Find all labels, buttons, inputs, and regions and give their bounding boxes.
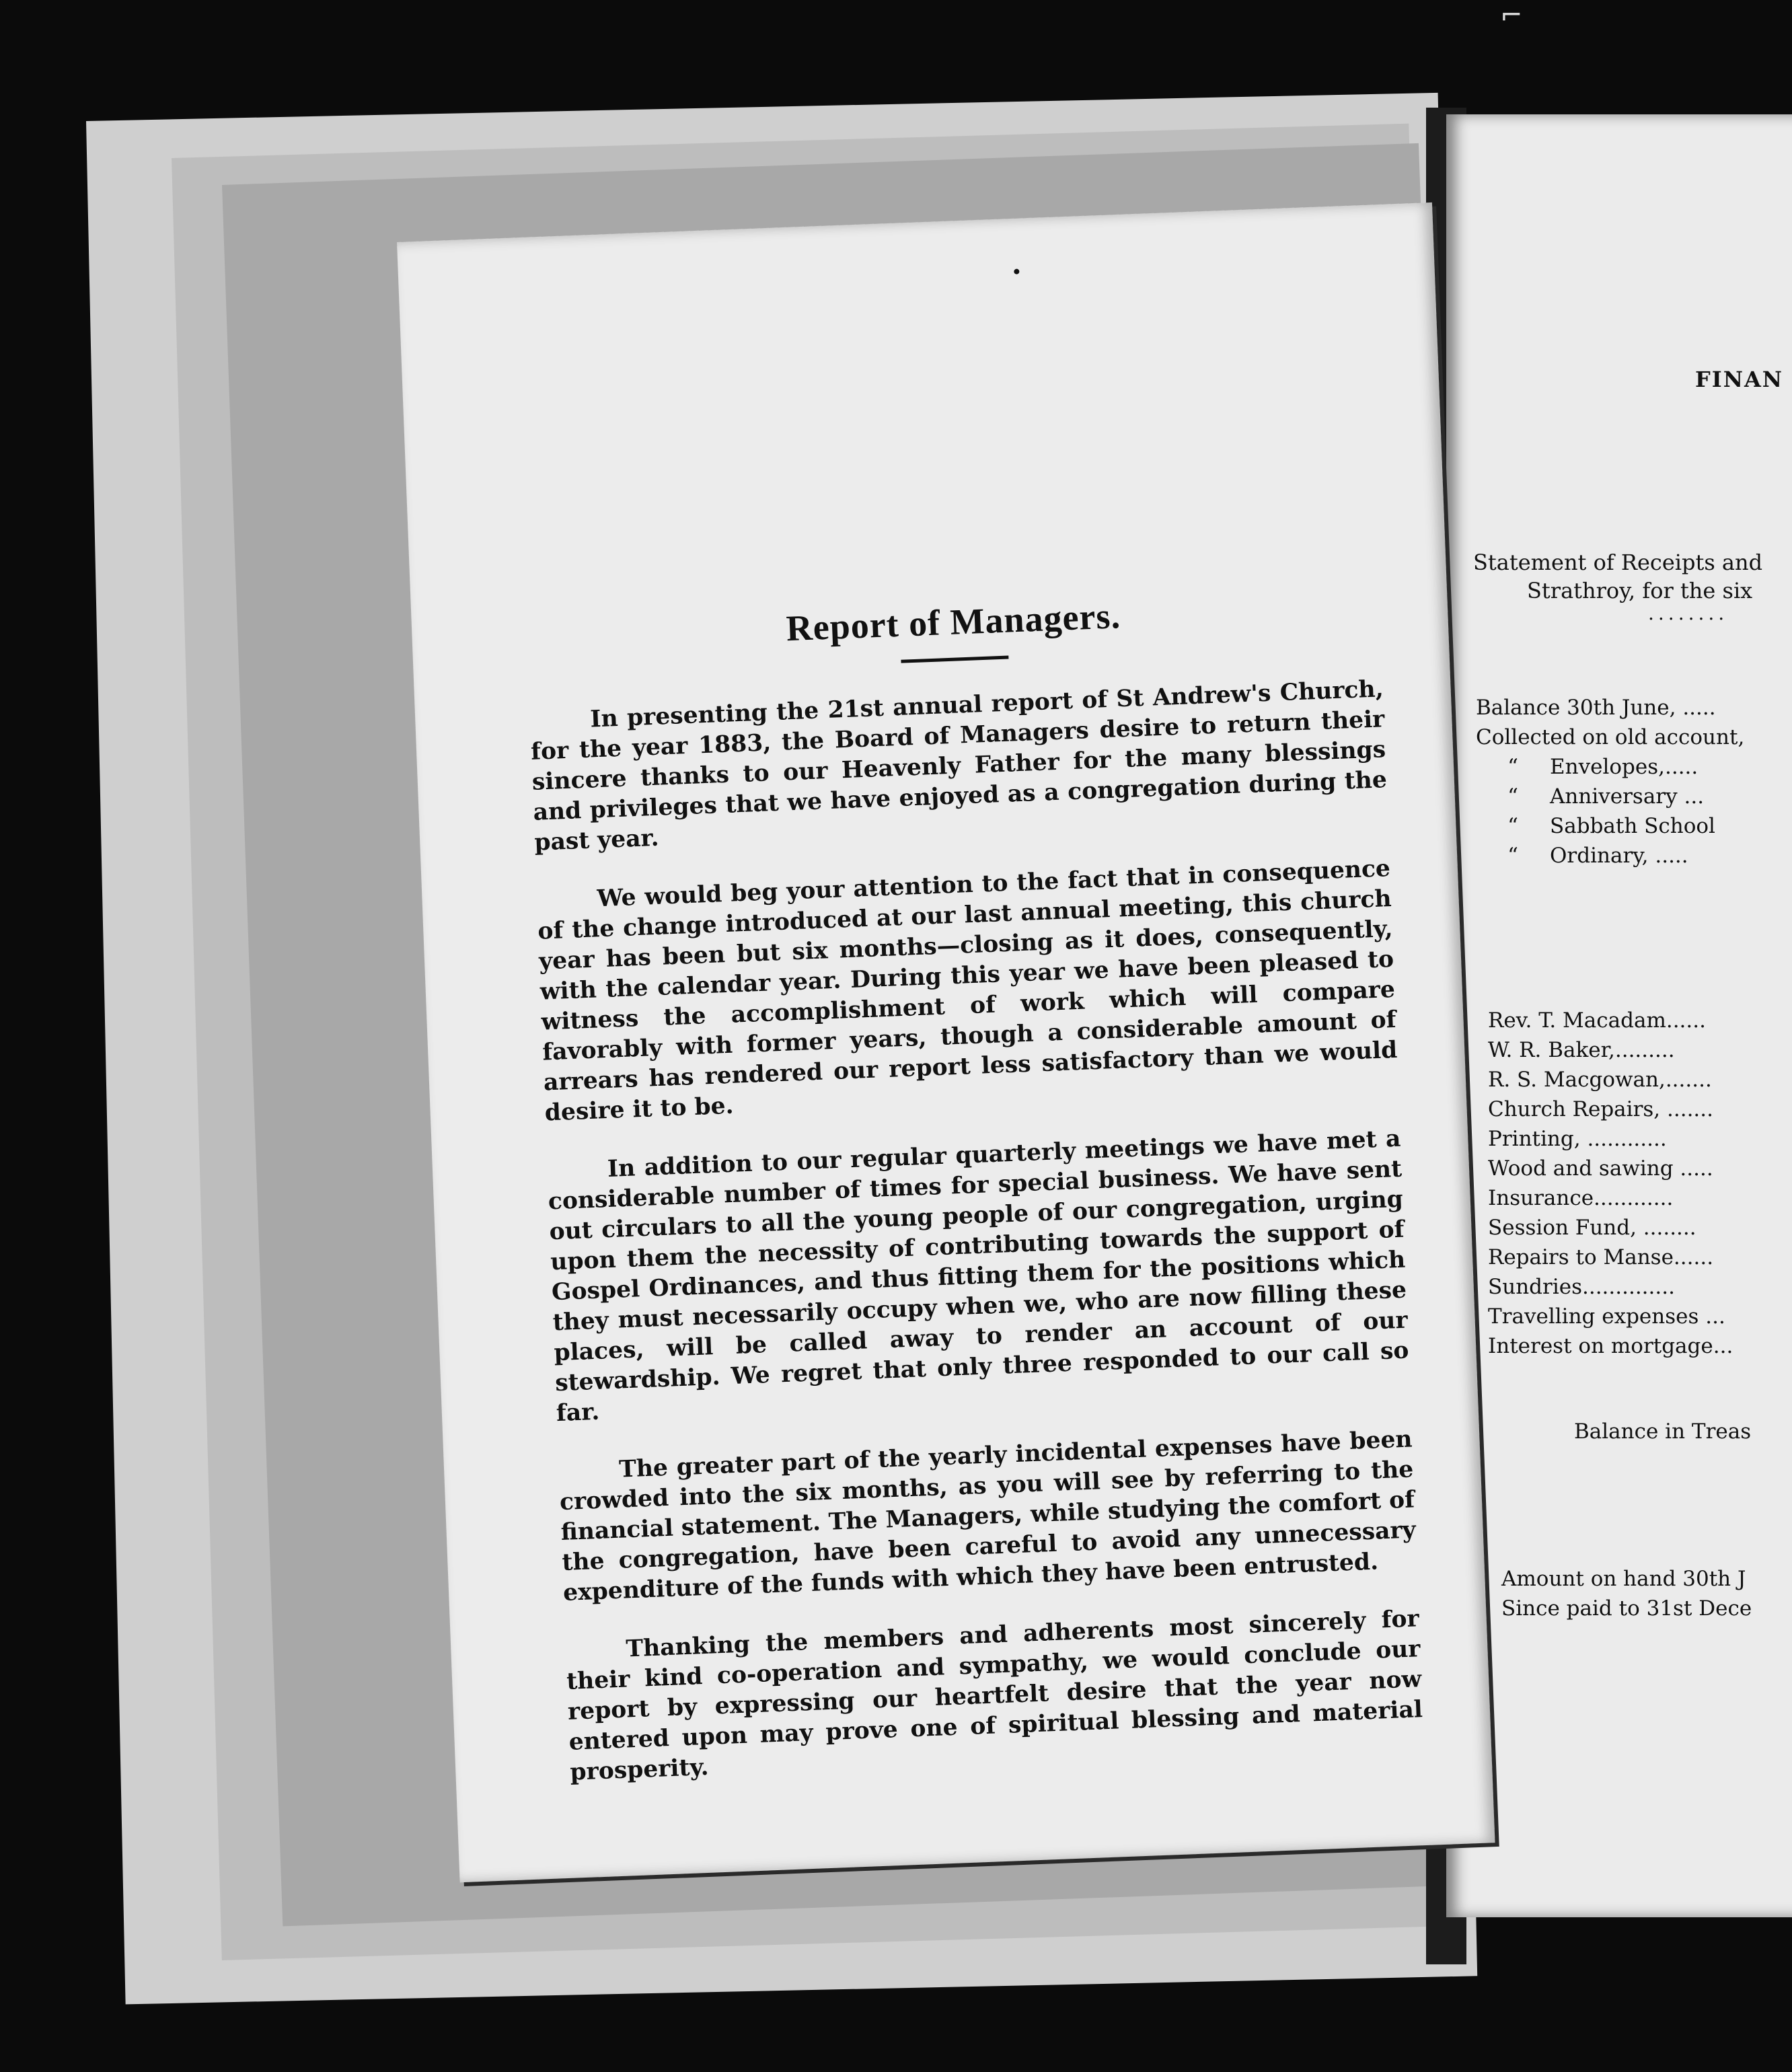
report-paragraph: In addition to our regular quarterly meetings we have met a considerable number of times for special business. We have sent out circulars to all the young people of our congregation, urging upon them the necessity of contributing towards the support of Gospel Ordinances, and thus fitting them for the positions which they must necessarily occupy when we, who are now filling these places, will be called away to render an account of our stewardship. We regret that only three responded to our call so far. xyxy=(548,1125,1410,1428)
receipt-item: “ Sabbath School xyxy=(1476,811,1744,841)
statement-line-1: Statement of Receipts and xyxy=(1473,550,1763,575)
report-paragraph: The greater part of the yearly incidental expenses have been crowded into the six months, as you will see by referring to the financial statement. The Managers, while studying the comfort of the congregation, have been careful to avoid any unnecessary expenditure of the funds with which they have been entrusted. xyxy=(559,1426,1417,1606)
receipt-item: Balance 30th June, ..... xyxy=(1476,696,1716,720)
expenses-list xyxy=(1488,1006,1733,1361)
left-page xyxy=(397,202,1495,1882)
ditto-mark: “ xyxy=(1507,784,1518,809)
report-title: Report of Managers. xyxy=(785,595,1121,649)
title-rule xyxy=(901,656,1008,663)
scan-mark: ⌐ xyxy=(1500,0,1523,31)
expense-item: Sundries.............. xyxy=(1488,1275,1675,1299)
statement-line-2: Strathroy, for the six xyxy=(1527,578,1753,603)
ink-speck xyxy=(1014,269,1019,274)
receipt-item: Collected on old account, xyxy=(1476,725,1745,749)
expense-item: Insurance............ xyxy=(1488,1186,1674,1210)
expense-item: Session Fund, ........ xyxy=(1488,1216,1696,1240)
expense-item: Repairs to Manse...... xyxy=(1488,1245,1714,1269)
amount-line-1: Amount on hand 30th J xyxy=(1501,1567,1746,1591)
expense-item: Wood and sawing ..... xyxy=(1488,1156,1713,1181)
financial-heading: FINAN xyxy=(1695,367,1784,392)
amount-line-2: Since paid to 31st Dece xyxy=(1501,1596,1752,1621)
report-paragraph: Thanking the members and adherents most sincerely for their kind co-operation and sympathy, we would conclude our report by expressing our heartfelt desire that the year now entered upon may prove one of spiritual blessing and material prosperity. xyxy=(566,1605,1423,1786)
ditto-mark: “ xyxy=(1507,814,1518,838)
receipts-list xyxy=(1476,693,1744,871)
expense-item: Rev. T. Macadam...... xyxy=(1488,1008,1706,1033)
ditto-mark: “ xyxy=(1507,755,1518,779)
statement-heading xyxy=(1473,548,1762,605)
report-body xyxy=(526,585,1426,1816)
expense-item: R. S. Macgowan,....... xyxy=(1488,1068,1712,1092)
receipt-item: “ Ordinary, ..... xyxy=(1476,841,1744,871)
receipt-item: “ Anniversary ... xyxy=(1476,782,1744,811)
expense-item: Interest on mortgage... xyxy=(1488,1334,1733,1358)
expense-item: W. R. Baker,......... xyxy=(1488,1038,1675,1062)
report-paragraph: In presenting the 21st annual report of St Andrew's Church, for the year 1883, the Board of Managers desire to return their sincere thanks to our Heavenly Father for the many blessings and privileges that we have enjoyed as a congregation during the past year. xyxy=(530,675,1388,856)
receipt-item: “ Envelopes,..... xyxy=(1476,752,1744,782)
right-page xyxy=(1446,114,1792,1917)
statement-dots: ........ xyxy=(1648,602,1729,624)
amount-on-hand xyxy=(1501,1564,1752,1623)
balance-in-treasury: Balance in Treas xyxy=(1574,1419,1752,1444)
expense-item: Printing, ............ xyxy=(1488,1127,1667,1151)
expense-item: Church Repairs, ....... xyxy=(1488,1097,1713,1121)
ditto-mark: “ xyxy=(1507,844,1518,868)
report-paragraph: We would beg your attention to the fact that in consequence of the change introduced at our last annual meeting, this church year has been but six months—closing as it does, consequently, with the calendar year. During this year we have been pleased to witness the accomplishment of work which will compare favorably with former years, though a considerable amount of arrears has rendered our report less satisfactory than we would desire it to be. xyxy=(537,855,1398,1127)
expense-item: Travelling expenses ... xyxy=(1488,1304,1725,1329)
